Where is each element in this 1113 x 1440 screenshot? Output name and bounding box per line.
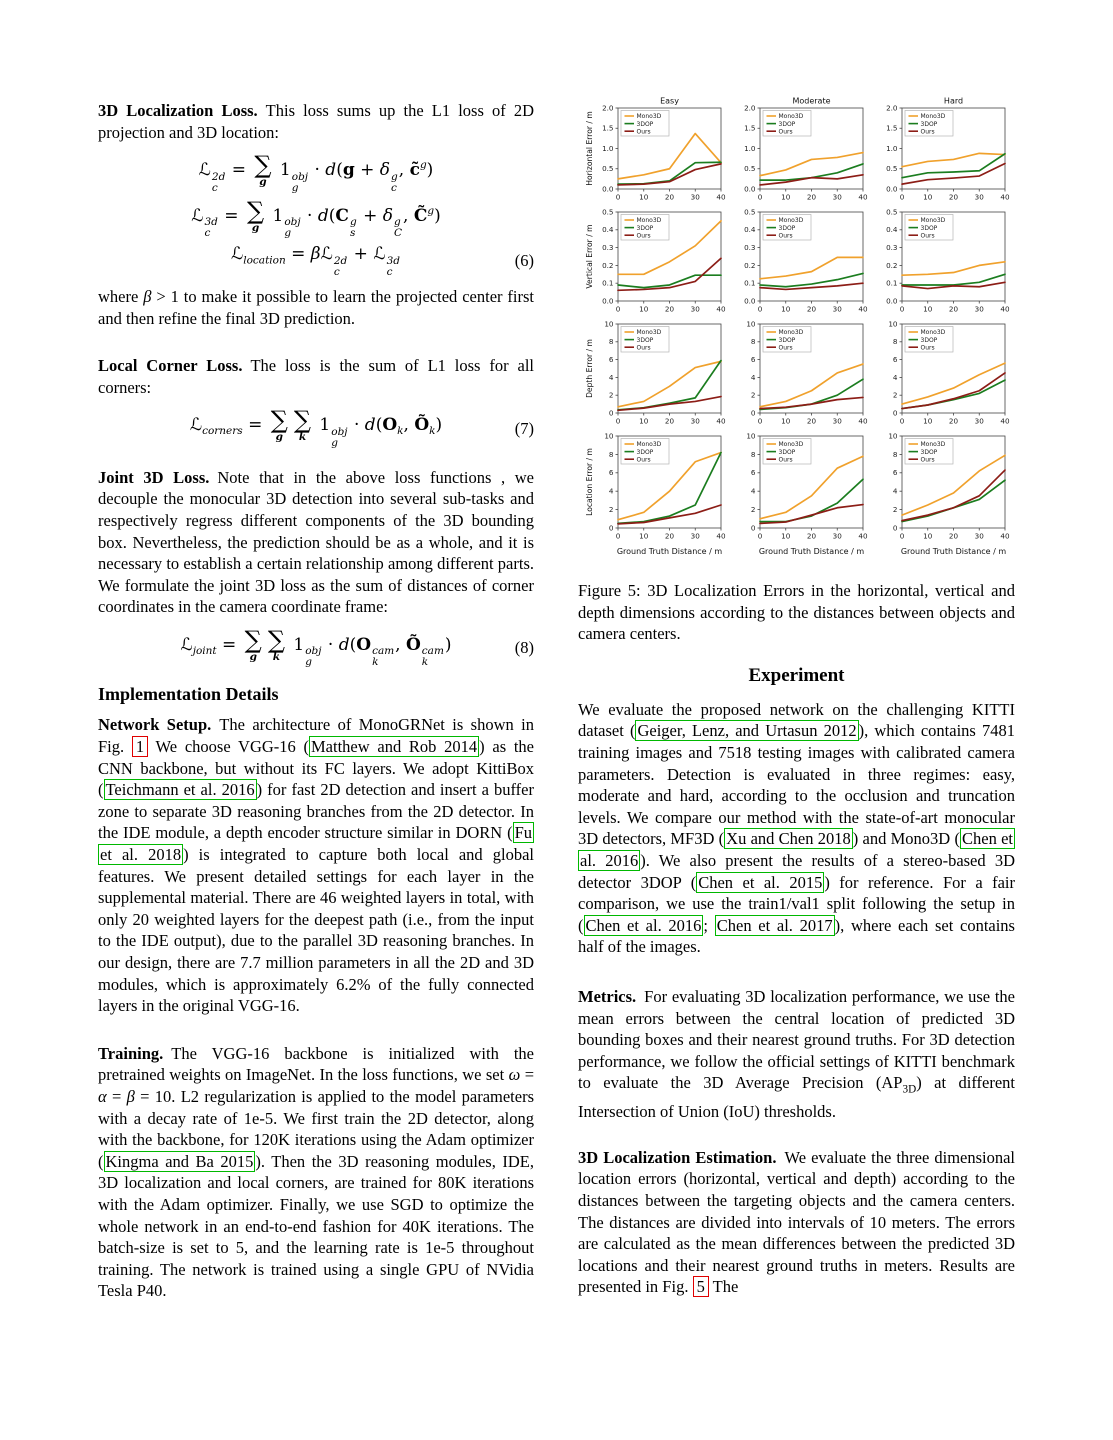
svg-text:20: 20 — [806, 531, 816, 541]
svg-text:30: 30 — [832, 192, 842, 202]
svg-text:40: 40 — [715, 192, 726, 202]
svg-text:10: 10 — [638, 531, 648, 541]
svg-text:Ours: Ours — [636, 232, 651, 240]
citation-link[interactable]: Chen et al. 2017 — [716, 915, 833, 935]
svg-text:10: 10 — [780, 531, 790, 541]
svg-text:3DOP: 3DOP — [778, 224, 795, 232]
svg-text:Mono3D: Mono3D — [920, 217, 945, 225]
svg-text:2: 2 — [750, 390, 755, 400]
paragraph-kitti-evaluation: We evaluate the proposed network on the challenging KITTI dataset ( Geiger, Lenz, and Urtasun 2012 ), which contains 7481 training images and 7518 testing images with calibrated camera parameters. Detection is evaluated in three regimes: easy, moderate and hard, according to the occlusion and truncation levels. We compare our method with the state-of-art monocular 3D detectors, MF3D ( Xu and Chen 2018 ) and Mono3D ( Chen et al. 2016 ). We also present the results of a stereo-based 3D detector 3DOP ( Chen et al. 2015 ) for reference. For a fair comparison, we use the train1/val1 split following the setup in ( Chen et al. 2016 ; Chen et al. 2017 ), where each set contains half of the images. — [578, 699, 1016, 957]
svg-text:0.0: 0.0 — [885, 184, 897, 194]
svg-text:Mono3D: Mono3D — [778, 441, 803, 449]
svg-text:40: 40 — [999, 192, 1010, 202]
paragraph-beta-note: where β > 1 to make it possible to learn the projected center first and then refine the final 3D prediction. — [98, 286, 535, 328]
svg-text:0: 0 — [608, 523, 613, 533]
citation-link[interactable]: Kingma and Ba 2015 — [105, 1151, 254, 1171]
svg-text:Mono3D: Mono3D — [636, 329, 661, 337]
svg-text:Horizontal Error / m: Horizontal Error / m — [584, 111, 594, 186]
subplot-vertical-hard — [868, 206, 1010, 318]
svg-text:8: 8 — [750, 337, 755, 347]
svg-text:20: 20 — [948, 192, 958, 202]
svg-text:0: 0 — [608, 408, 613, 418]
citation-link[interactable]: Chen et al. 2016 — [580, 829, 1013, 870]
svg-text:1.5: 1.5 — [885, 123, 897, 133]
svg-text:10: 10 — [887, 431, 897, 441]
svg-text:0.2: 0.2 — [601, 260, 613, 270]
subplot-horizontal-easy — [584, 94, 726, 206]
svg-text:0.4: 0.4 — [743, 225, 755, 235]
svg-text:30: 30 — [832, 304, 842, 314]
svg-text:40: 40 — [857, 192, 868, 202]
left-column — [98, 100, 534, 1302]
svg-text:40: 40 — [715, 416, 726, 426]
svg-text:6: 6 — [608, 468, 613, 478]
svg-text:Mono3D: Mono3D — [778, 217, 803, 225]
citation-link[interactable]: Xu and Chen 2018 — [726, 829, 851, 849]
svg-text:0.5: 0.5 — [601, 164, 613, 174]
svg-text:2.0: 2.0 — [885, 103, 897, 113]
svg-text:2: 2 — [608, 390, 613, 400]
svg-text:40: 40 — [857, 304, 868, 314]
svg-text:0.5: 0.5 — [743, 164, 755, 174]
svg-text:40: 40 — [715, 304, 726, 314]
svg-text:Ground Truth Distance / m: Ground Truth Distance / m — [900, 547, 1006, 556]
svg-text:40: 40 — [857, 416, 868, 426]
svg-text:Ours: Ours — [778, 456, 793, 464]
svg-text:Mono3D: Mono3D — [778, 329, 803, 337]
svg-text:0.1: 0.1 — [885, 278, 897, 288]
svg-text:0: 0 — [899, 304, 904, 314]
svg-text:10: 10 — [780, 416, 790, 426]
svg-text:Mono3D: Mono3D — [920, 329, 945, 337]
svg-text:0.5: 0.5 — [743, 207, 755, 217]
svg-text:10: 10 — [922, 531, 932, 541]
paragraph-metrics: Metrics. For evaluating 3D localization performance, we use the mean errors between the central location of predicted 3D bounding boxes and their nearest ground truths. For 3D detection performance, we follow the official settings of KITTI benchmark to evaluate the 3D Average Precision $(AP_{3D})$ at different Intersection of Union (IoU) thresholds. — [578, 986, 1015, 1122]
subplot-horizontal-hard — [868, 94, 1010, 206]
svg-text:1.5: 1.5 — [601, 123, 613, 133]
svg-text:20: 20 — [806, 416, 816, 426]
svg-text:0.0: 0.0 — [601, 296, 613, 306]
svg-text:Mono3D: Mono3D — [636, 217, 661, 225]
svg-text:0.3: 0.3 — [601, 243, 613, 252]
svg-text:3DOP: 3DOP — [920, 224, 937, 232]
svg-text:10: 10 — [922, 304, 932, 314]
svg-text:3DOP: 3DOP — [778, 120, 795, 128]
svg-text:10: 10 — [638, 416, 648, 426]
svg-text:0: 0 — [757, 416, 762, 426]
svg-text:20: 20 — [948, 304, 958, 314]
svg-text:3DOP: 3DOP — [636, 448, 653, 456]
citation-link[interactable]: Matthew and Rob 2014 — [311, 737, 478, 757]
svg-text:Ground Truth Distance / m: Ground Truth Distance / m — [616, 547, 722, 556]
svg-text:40: 40 — [999, 416, 1010, 426]
paragraph-training: Training. The VGG-16 backbone is initialized with the pretrained weights on ImageNet. In the loss functions, we set ω = α = β = 10. L2 regularization is applied to the model parameters with a decay rate of 1e-5. We first train the 2D detector, along with the backbone, for 120K iterations using the Adam optimizer ( Kingma and Ba 2015 ). Then the 3D reasoning modules, IDE, 3D localization and local corners, are trained for 80K iterations with the Adam optimizer. Finally, we use SGD to optimize the whole network in an end-to-end fashion for 40K iterations. The batch-size is set to 5, and the learning rate is 1e-5 throughout training. The network is trained using a single GPU of NVidia Tesla P40. — [98, 1043, 534, 1301]
svg-text:2: 2 — [608, 505, 613, 514]
citation-link[interactable]: Fu et al. 2018 — [100, 823, 532, 865]
svg-text:10: 10 — [745, 431, 755, 441]
svg-text:3DOP: 3DOP — [636, 120, 653, 128]
svg-text:8: 8 — [608, 337, 613, 347]
svg-text:10: 10 — [780, 304, 790, 314]
svg-text:0.0: 0.0 — [601, 184, 613, 194]
svg-text:30: 30 — [974, 531, 984, 541]
subplot-depth-easy — [584, 318, 726, 430]
svg-text:10: 10 — [922, 416, 932, 426]
svg-text:0: 0 — [615, 416, 620, 426]
svg-text:Ground Truth Distance / m: Ground Truth Distance / m — [758, 547, 864, 556]
svg-text:30: 30 — [690, 531, 700, 541]
svg-text:0.5: 0.5 — [885, 164, 897, 174]
svg-text:1.0: 1.0 — [743, 143, 755, 153]
svg-text:Ours: Ours — [636, 128, 651, 136]
svg-text:20: 20 — [806, 192, 816, 202]
subplot-location-moderate — [726, 430, 868, 558]
svg-text:10: 10 — [638, 192, 648, 202]
paragraph-3d-localization-loss: 3D Localization Loss. This loss sums up the L1 loss of 2D projection and 3D location: — [98, 101, 534, 142]
paragraph-network-setup: Network Setup. The architecture of MonoGRNet is shown in Fig. 1 We choose VGG-16 ( Matthew and Rob 2014 ) as the CNN backbone, but without its FC layers. We adopt KittiBox ( Teichmann et al. 2016 ) for fast 2D detection and insert a buffer zone to separate 3D reasoning branches from the 2D detector. In the IDE module, a depth encoder structure similar in DORN ( Fu et al. 2018 ) is integrated to capture both local and global features. We present detailed settings for each layer in the supplemental material. There are 46 weighted layers in total, with only 20 weighted layers for the deepest path (i.e., from the input to the IDE output), due to the parallel 3D reasoning branches. In our design, there are 7.7 million parameters in all the 2D and 3D modules, which is approximately 6.2% of the fully connected layers in the original VGG-16. — [98, 715, 535, 1016]
svg-text:4: 4 — [608, 372, 613, 382]
svg-text:40: 40 — [857, 531, 868, 541]
svg-text:3DOP: 3DOP — [778, 336, 795, 344]
svg-text:3DOP: 3DOP — [778, 448, 795, 456]
svg-text:0: 0 — [750, 408, 755, 418]
svg-text:3DOP: 3DOP — [636, 224, 653, 232]
svg-text:1.0: 1.0 — [885, 143, 897, 153]
svg-text:1.0: 1.0 — [601, 143, 613, 153]
svg-text:Location Error / m: Location Error / m — [584, 448, 594, 516]
svg-text:Ours: Ours — [920, 128, 935, 136]
svg-text:30: 30 — [974, 192, 984, 202]
section-heading-implementation-details: Implementation Details — [98, 684, 279, 705]
svg-text:20: 20 — [664, 531, 674, 541]
svg-text:Mono3D: Mono3D — [636, 441, 661, 449]
svg-text:0: 0 — [615, 304, 620, 314]
equation-block-7 — [98, 408, 534, 449]
svg-text:8: 8 — [892, 337, 897, 347]
svg-text:20: 20 — [664, 416, 674, 426]
svg-text:Ours: Ours — [920, 344, 935, 352]
svg-text:6: 6 — [608, 355, 613, 364]
svg-text:0: 0 — [750, 523, 755, 533]
citation-link[interactable]: Geiger, Lenz, and Urtasun 2012 — [637, 721, 857, 741]
svg-text:10: 10 — [603, 319, 613, 329]
svg-text:0.1: 0.1 — [743, 278, 755, 288]
figure-caption: Figure 5: 3D Localization Errors in the horizontal, vertical and depth dimensions according to the distances between objects and camera centers. — [578, 581, 1015, 644]
subplot-vertical-easy — [584, 206, 726, 318]
svg-text:40: 40 — [999, 531, 1010, 541]
svg-text:0.3: 0.3 — [743, 243, 755, 252]
svg-text:0.0: 0.0 — [743, 296, 755, 306]
equation-location: ℒ$_{location}$ = βℒ 2d c + ℒ 3d c (6) — [231, 244, 534, 278]
subplot-vertical-moderate — [726, 206, 868, 318]
svg-text:10: 10 — [603, 431, 613, 441]
svg-text:Ours: Ours — [636, 456, 651, 464]
svg-text:10: 10 — [780, 192, 790, 202]
svg-text:0.4: 0.4 — [885, 225, 897, 235]
svg-text:Mono3D: Mono3D — [920, 113, 945, 121]
svg-text:2: 2 — [892, 390, 897, 400]
subplot-location-easy — [584, 430, 726, 558]
equation-block-6 — [98, 153, 534, 278]
svg-text:10: 10 — [638, 304, 648, 314]
equation-2d: ℒ 2d c = ∑ g 1 obj g · d(g + δ g c , c̃$^g$) — [198, 151, 434, 194]
svg-text:20: 20 — [664, 192, 674, 202]
svg-text:6: 6 — [750, 355, 755, 364]
svg-text:30: 30 — [832, 416, 842, 426]
equation-corners: ℒ$_{corners}$ = ∑ g ∑ k 1 obj g · $d(O_k$, $Õ_k$) (7) — [189, 406, 534, 449]
svg-text:0.3: 0.3 — [885, 243, 897, 252]
svg-text:10: 10 — [745, 319, 755, 329]
svg-text:Ours: Ours — [920, 232, 935, 240]
svg-text:0: 0 — [615, 531, 620, 541]
svg-text:3DOP: 3DOP — [920, 336, 937, 344]
subplot-location-hard — [868, 430, 1010, 558]
svg-text:4: 4 — [892, 486, 897, 496]
svg-text:2.0: 2.0 — [601, 103, 613, 113]
svg-text:6: 6 — [750, 468, 755, 478]
svg-text:1.5: 1.5 — [743, 123, 755, 133]
svg-text:Mono3D: Mono3D — [778, 113, 803, 121]
svg-text:0.2: 0.2 — [885, 260, 897, 270]
svg-text:0.1: 0.1 — [601, 278, 613, 288]
svg-text:Ours: Ours — [778, 232, 793, 240]
svg-text:4: 4 — [750, 486, 755, 496]
svg-text:20: 20 — [948, 416, 958, 426]
svg-text:3DOP: 3DOP — [636, 336, 653, 344]
paragraph-joint-3d-loss: Joint 3D Loss. Note that in the above loss functions , we decouple the monocular 3D detection into several sub-tasks and respectively regress different components of the 3D bounding box. Nevertheless, the prediction should be as a whole, and it is necessary to establish a certain relationship among different parts. We formulate the joint 3D loss as the sum of distances of corner coordinates in the camera coordinate frame: — [98, 467, 534, 617]
svg-text:30: 30 — [690, 192, 700, 202]
svg-text:0: 0 — [892, 408, 897, 418]
svg-text:2.0: 2.0 — [743, 103, 755, 113]
svg-text:8: 8 — [892, 449, 897, 459]
svg-text:30: 30 — [832, 531, 842, 541]
figure-5-charts — [578, 94, 1015, 558]
svg-text:0: 0 — [615, 192, 620, 202]
citation-link[interactable]: Chen et al. 2015 — [698, 872, 823, 892]
citation-link[interactable]: 1 — [132, 736, 148, 757]
svg-text:Ours: Ours — [636, 344, 651, 352]
svg-text:Ours: Ours — [778, 344, 793, 352]
svg-text:20: 20 — [806, 304, 816, 314]
citation-link[interactable]: Chen et al. 2016 — [585, 915, 702, 935]
svg-text:6: 6 — [892, 355, 897, 364]
svg-text:4: 4 — [608, 486, 613, 496]
paragraph-3d-localization-estimation: 3D Localization Estimation. We evaluate the three dimensional location errors (horizontal, vertical and depth) according to the distances between the targeting objects and the camera centers. The distances are divided into intervals of 10 meters. The errors are calculated as the mean differences between the predicted 3D locations and their nearest ground truths in meters. Results are presented in Fig. 5 The — [578, 1147, 1016, 1297]
svg-text:8: 8 — [608, 449, 613, 459]
svg-text:Depth Error / m: Depth Error / m — [584, 339, 594, 398]
svg-text:2: 2 — [892, 505, 897, 514]
svg-text:Easy: Easy — [659, 96, 679, 106]
svg-text:6: 6 — [892, 468, 897, 478]
svg-text:10: 10 — [922, 192, 932, 202]
citation-link[interactable]: 5 — [693, 1276, 709, 1297]
svg-text:8: 8 — [750, 449, 755, 459]
equation-block-8 — [98, 625, 534, 669]
right-column — [578, 94, 1015, 1298]
svg-text:10: 10 — [887, 319, 897, 329]
equation-joint: ℒ$_{joint}$ = ∑ g ∑ k 1 obj g · d(O cam k , Õ cam k ) (8) — [180, 625, 534, 669]
svg-text:4: 4 — [750, 372, 755, 382]
citation-link[interactable]: Teichmann et al. 2016 — [105, 780, 255, 800]
svg-text:0.0: 0.0 — [885, 296, 897, 306]
svg-text:0: 0 — [899, 416, 904, 426]
svg-text:30: 30 — [974, 304, 984, 314]
svg-text:2: 2 — [750, 505, 755, 514]
svg-text:30: 30 — [974, 416, 984, 426]
svg-text:20: 20 — [664, 304, 674, 314]
svg-text:0: 0 — [757, 531, 762, 541]
svg-text:40: 40 — [999, 304, 1010, 314]
svg-text:Mono3D: Mono3D — [920, 441, 945, 449]
svg-text:0: 0 — [899, 192, 904, 202]
svg-text:Mono3D: Mono3D — [636, 113, 661, 121]
svg-text:0: 0 — [757, 304, 762, 314]
svg-text:0: 0 — [757, 192, 762, 202]
svg-text:Hard: Hard — [943, 96, 963, 106]
svg-text:4: 4 — [892, 372, 897, 382]
subplot-depth-hard — [868, 318, 1010, 430]
svg-text:0.5: 0.5 — [885, 207, 897, 217]
svg-text:Ours: Ours — [920, 456, 935, 464]
svg-text:30: 30 — [690, 304, 700, 314]
svg-text:Moderate: Moderate — [791, 96, 831, 106]
subplot-depth-moderate — [726, 318, 868, 430]
svg-text:0: 0 — [899, 531, 904, 541]
svg-text:0.4: 0.4 — [601, 225, 613, 235]
svg-text:0: 0 — [892, 523, 897, 533]
svg-text:30: 30 — [690, 416, 700, 426]
svg-text:Ours: Ours — [778, 128, 793, 136]
svg-text:0.5: 0.5 — [601, 207, 613, 217]
svg-text:20: 20 — [948, 531, 958, 541]
svg-text:40: 40 — [715, 531, 726, 541]
paragraph-local-corner-loss: Local Corner Loss. The loss is the sum of L1 loss for all corners: — [98, 356, 534, 397]
svg-text:0.0: 0.0 — [743, 184, 755, 194]
svg-text:3DOP: 3DOP — [920, 448, 937, 456]
svg-text:0.2: 0.2 — [743, 260, 755, 270]
subplot-horizontal-moderate — [726, 94, 868, 206]
equation-3d: ℒ 3d c = ∑ g 1 obj g · d(C g s + δ g C , C̃$^g$) — [191, 196, 441, 240]
svg-text:3DOP: 3DOP — [920, 120, 937, 128]
section-heading-experiment: Experiment — [748, 664, 845, 686]
svg-text:Vertical Error / m: Vertical Error / m — [584, 224, 594, 289]
